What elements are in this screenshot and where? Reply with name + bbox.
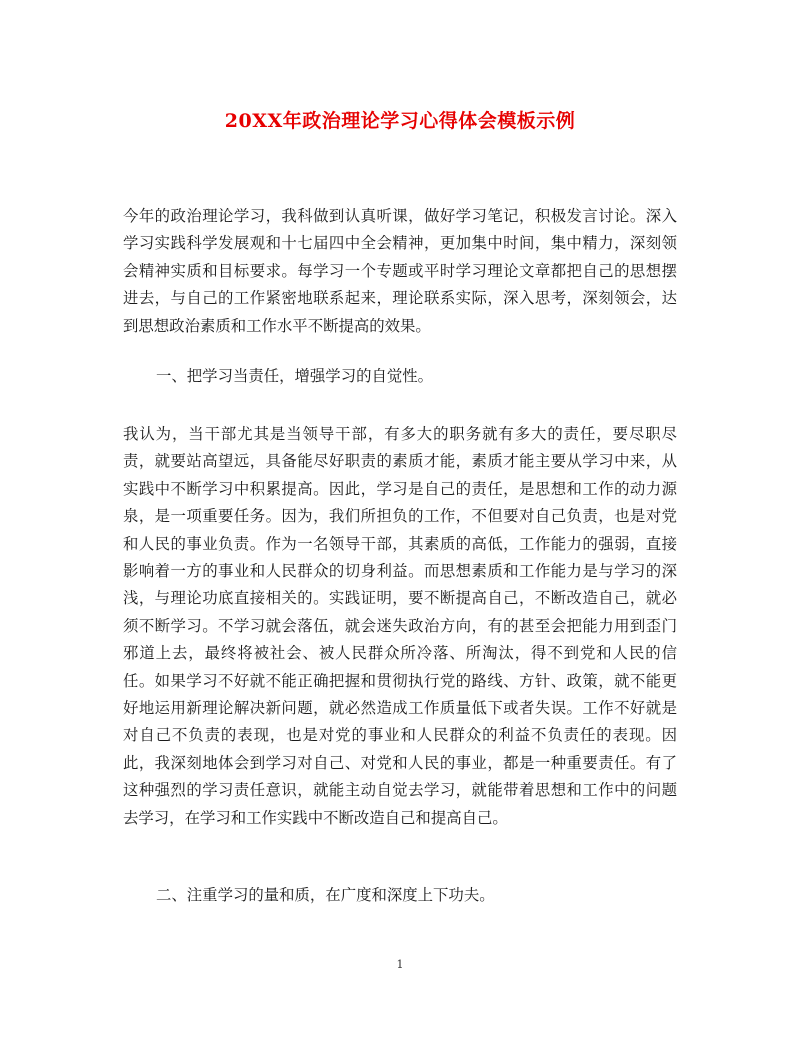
document-title: 20XX年政治理论学习心得体会模板示例 bbox=[224, 110, 576, 132]
paragraph-intro: 今年的政治理论学习，我科做到认真听课，做好学习笔记，积极发言讨论。深入学习实践科学发展观和十七届四中全会精神，更加集中时间，集中精力，深刻领会精神实质和目标要求。每学习一个专题或平时学习理论文章都把自己的思想摆进去，与自己的工作紧密地联系起来，理论联系实际，深入思考，深刻领会，达到思想政治素质和工作水平不断提高的效果。 bbox=[123, 207, 677, 335]
section-heading-2: 二、注重学习的量和质，在广度和深度上下功夫。 bbox=[156, 886, 495, 904]
paragraph-responsibility: 我认为，当干部尤其是当领导干部，有多大的职务就有多大的责任，要尽职尽责，就要站高望远，具备能尽好职责的素质才能，素质才能主要从学习中来，从实践中不断学习中积累提高。因此，学习是自己的责任，是思想和工作的动力源泉，是一项重要任务。因为，我们所担负的工作，不但要对自己负责，也是对党和人民的事业负责。作为一名领导干部，其素质的高低，工作能力的强弱，直接影响着一方的事业和人民群众的切身利益。而思想素质和工作能力是与学习的深浅，与理论功底直接相关的。实践证明，要不断提高自己，不断改造自己，就必须不断学习。不学习就会落伍，就会迷失政治方向，有的甚至会把能力用到歪门邪道上去，最终将被社会、被人民群众所冷落、所淘汰，得不到党和人民的信任。如果学习不好就不能正确把握和贯彻执行党的路线、方针、政策，就不能更好地运用新理论解决新问题，就必然造成工作质量低下或者失误。工作不好就是对自己不负责的表现，也是对党的事业和人民群众的利益不负责任的表现。因此，我深刻地体会到学习对自己、对党和人民的事业，都是一种重要责任。有了这种强烈的学习责任意识，就能主动自觉去学习，就能带着思想和工作中的问题去学习，在学习和工作实践中不断改造自己和提高自己。 bbox=[123, 425, 677, 827]
page-number: 1 bbox=[396, 958, 404, 971]
section-heading-1: 一、把学习当责任，增强学习的自觉性。 bbox=[156, 367, 434, 385]
